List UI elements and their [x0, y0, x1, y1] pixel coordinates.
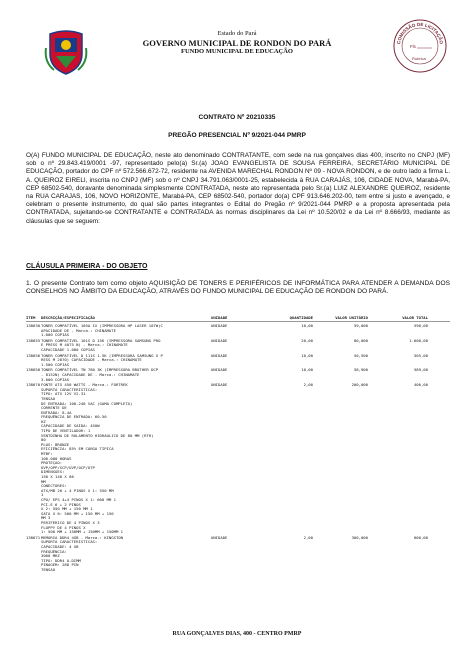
- cell-item: 138670: [26, 382, 41, 388]
- cell-item: 138655: [26, 337, 41, 343]
- description-line: DE ENTRADA: 100-240 VAC (GAMA COMPLETA): [41, 401, 133, 406]
- pregao-title: PREGÃO PRESENCIAL Nº 9/2021-044 PMRP: [168, 132, 306, 139]
- description-line: FREQUÊNCIA DE ENTRADA: 60-50: [41, 415, 107, 420]
- description-line: DIMENSÕES:: [41, 470, 65, 475]
- description-line: PCI-E 6 + 2 PINOS: [41, 502, 81, 507]
- description-line: CPU/ EPS 4+4 PINOS X 1: 600 MM 1: [41, 497, 116, 502]
- description-line: 100.000 HORAS: [41, 456, 72, 461]
- table-row: [26, 339, 450, 353]
- government-name: GOVERNO MUNICIPAL DE RONDON DO PARÁ: [142, 38, 332, 48]
- cell-item: 138630: [26, 323, 41, 328]
- cell-unit: UNIDADE: [211, 534, 228, 540]
- clause-title: CLÁUSULA PRIMEIRA - DO OBJETO: [26, 263, 148, 270]
- description-line: SATA X 6: 500 MM + 150 MM + 150: [41, 511, 114, 516]
- description-line: TENSÃO: [41, 567, 56, 572]
- cell-unit-price: 58,900: [353, 367, 368, 373]
- description-line: VENTOINHA DE ROLAMENTO HIDRÁULICO DE 80 MM (RTH): [41, 433, 154, 438]
- items-table: [26, 316, 450, 573]
- cell-unit: UNIDADE: [211, 323, 228, 328]
- description-line: CONECTORES:: [41, 484, 67, 489]
- contract-title: CONTRATO Nº 20210335: [198, 114, 276, 121]
- table-header: [26, 316, 450, 322]
- description-line: 1: 500 MM + 150MM + 150MM + 150MM 1: [41, 530, 123, 535]
- description-line: TIPO: DDR4 U-DIMM: [41, 558, 81, 563]
- table-row: [26, 368, 450, 382]
- header-quantity: QUANTIDADE: [289, 315, 313, 320]
- cell-item: 138671: [26, 534, 41, 540]
- cell-total: 1.600,00: [409, 337, 428, 343]
- cell-quantity: 20,00: [301, 337, 313, 343]
- header-unit-price: VALOR UNITÁRIO: [335, 315, 368, 320]
- stamp-fls-label: Fls: [410, 44, 416, 49]
- header-description: DESCRIÇÃO/ESPECIFICAÇÃO: [41, 315, 95, 320]
- fund-name: FUNDO MUNICIPAL DE EDUCAÇÃO: [180, 48, 293, 55]
- state-name: Estado do Pará: [217, 30, 257, 37]
- svg-text:COMISSÃO DE LICITAÇÃO: [396, 22, 444, 45]
- cell-total: 590,00: [413, 323, 428, 328]
- description-line: PERIFÉRICO DE 4 PINOS X 3: [41, 520, 100, 525]
- description-line: APACIDADE DE - Marca.: CHINAMATE: [41, 328, 116, 333]
- description-line: TONER COMPATÍVEL 101S D 15K (IMPRESSORA SAMSUNG PRO: [41, 338, 161, 343]
- description-line: RESS M 2070) CAPACIDADE - Marca.: CHINAMATE: [41, 358, 142, 363]
- stamp-rubrica-label: Rubrica: [412, 56, 426, 61]
- description-line: FONTE ATX 450 WATTS - Marca.: FORTREK: [41, 383, 128, 388]
- description-line: 3.000 CÓPIAS: [41, 377, 70, 382]
- description-line: TIPO: ATX 12V V2.31: [41, 392, 86, 397]
- description-line: PINAGEM: 288 PIN: [41, 563, 79, 568]
- page-footer: RUA GONÇALVES DIAS, 400 - CENTRO PMRP: [172, 631, 302, 637]
- description-line: MTBF:: [41, 452, 53, 457]
- description-line: SUPORTA CARACTERÍSTICAS:: [41, 387, 98, 392]
- cell-unit-price: 80,000: [353, 337, 368, 343]
- table-body: [26, 324, 450, 572]
- description-line: PLUS: BRONZE: [41, 442, 70, 447]
- description-line: PROTEÇÃO:: [41, 461, 63, 466]
- table-row: [26, 324, 450, 338]
- description-line: 1.500 CÓPIAS: [41, 362, 70, 367]
- description-line: HZ: [41, 419, 46, 424]
- cell-description: [41, 354, 206, 368]
- table-row: [26, 383, 450, 535]
- description-line: FREQUÊNCIA:: [41, 549, 67, 554]
- cell-description: [41, 368, 206, 382]
- description-line: TIPO DE VENTILADOR: 1: [41, 429, 91, 434]
- cell-item: 138656: [26, 352, 41, 358]
- description-line: ATX/MB 20 + 4 PINOS X 1: 550 MM: [41, 488, 114, 493]
- description-line: 150 X 140 X 86: [41, 475, 74, 479]
- cell-total: 505,00: [413, 352, 428, 358]
- description-line: MM 3: [41, 516, 51, 521]
- cell-total: 400,00: [413, 382, 428, 388]
- cell-unit-price: 50,500: [353, 352, 368, 358]
- header-total: VALOR TOTAL: [402, 315, 428, 320]
- header-unit: UNIDADE: [211, 315, 228, 320]
- description-line: TONER COMPATÍVEL D 111S 1.5K (IMPRESSORA SAMSUNG X P: [41, 353, 163, 358]
- cell-unit-price: 300,000: [351, 534, 368, 540]
- description-line: - 8152N) CAPACIDADE DE - Marca.: CHINAMATE: [41, 372, 140, 377]
- cell-unit-price: 59,000: [353, 323, 368, 328]
- description-line: MM: [41, 479, 46, 484]
- clause-paragraph: 1. O presente Contrato tem como objeto AQUISIÇÃO DE TONERS E PERIFÉRICOS DE INFORMÁTICA PARA ATENDER A DEMANDA DOS CONSELHOS NO ÂMBITO DA EDUCAÇÃO, ATRAVÉS DO FUNDO MUNICIPAL DE EDUCAÇÃO DE RONDON DO PARÁ.: [26, 280, 450, 296]
- cell-quantity: 10,00: [301, 323, 313, 328]
- cell-total: 589,00: [413, 367, 428, 373]
- stamp-top-text: COMISSÃO DE LICITAÇÃO: [396, 21, 444, 45]
- licitacao-stamp: [392, 18, 448, 74]
- description-line: EFICIÊNCIA: 85% EM CARGA TÍPICA: [41, 447, 114, 452]
- description-line: TONER COMPATÍVEL 105A IX (IMPRESSORA HP LASER 107W)C: [41, 324, 163, 328]
- cell-quantity: 10,00: [301, 352, 313, 358]
- cell-item: 138658: [26, 367, 41, 373]
- cell-quantity: 10,00: [301, 367, 313, 373]
- cell-unit: UNIDADE: [211, 352, 228, 358]
- cell-description: [41, 339, 206, 353]
- cell-description: [41, 324, 206, 338]
- description-line: TENSÃO: [41, 396, 56, 401]
- header-item: ITEM: [26, 315, 36, 320]
- description-line: 3000 MHZ: [41, 554, 60, 559]
- cell-unit: UNIDADE: [211, 367, 228, 373]
- cell-description: [41, 383, 206, 535]
- description-line: 80: [41, 438, 46, 443]
- description-line: CAPACIDADE: 4 GB: [41, 544, 79, 549]
- description-line: CORRENTE DE: [41, 406, 67, 411]
- cell-unit: UNIDADE: [211, 337, 228, 343]
- description-line: CAPACIDADE 1.000 CÓPIAS: [41, 347, 95, 352]
- description-line: 1.000 CÓPIAS: [41, 333, 70, 338]
- cell-quantity: 2,00: [303, 534, 313, 540]
- description-line: CAPACIDADE DE SAÍDA: 450W: [41, 424, 100, 429]
- table-row: [26, 536, 450, 573]
- description-line: X 2: 550 MM + 150 MM 1: [41, 507, 93, 512]
- cell-unit-price: 200,000: [351, 382, 368, 388]
- cell-description: [41, 536, 206, 573]
- intro-paragraph: O(A) FUNDO MUNICIPAL DE EDUCAÇÃO, neste ato denominado CONTRATANTE, com sede na rua gonçalves dias 400, inscrito no CNPJ (MF) sob o nº 29.843.419/0001 -97, representado pelo(a) Sr.(a) JOAO EVANGELISTA DE SOUSA FERREIRA, SECRETÁRIO MUNICIPAL DE EDUCAÇÃO, portador do CPF nº 572.566.672-72, residente na AVENIDA MARECHAL RONDON Nº 09 - NOVA RONDON, e de outro lado a firma L. A. QUEIROZ EIRELI, inscrita no CNPJ (MF) sob o nº CNPJ 34.791.063/0001-25, estabelecida à RUA CARAJÁS, 106, CIDADE NOVA, Marabá-PA, CEP 68502-540, doravante denominada simplesmente CONTRATADA, neste ato representada pelo Sr.(a) LUIZ ALEXANDRE QUEIROZ, residente na RUA CARAJAS, 106, NOVO HORIZONTE, Marabá-PA, CEP 68502-540, portador do(a) CPF 913.646.202-00, tem entre si justo e avençado, e celebram o presente instrumento, do qual são partes integrantes o Edital do Pregão nº 9/2021-044 PMRP e a proposta apresentada pela CONTRATADA, sujeitando-se CONTRATANTE e CONTRATADA às normas disciplinares da Lei nº 10.520/02 e da Lei nº 8.666/93, mediante as cláusulas que se seguem:: [26, 152, 450, 225]
- description-line: 1: [41, 493, 44, 498]
- description-line: E PRESS M 4075 N) - Marca.: CHINAMATE: [41, 343, 128, 348]
- cell-unit: UNIDADE: [211, 382, 228, 388]
- description-line: OVP/OPP/SCP/UVP/OCP/OTP: [41, 465, 95, 470]
- description-line: FLOPPY DE 4 PINOS X: [41, 525, 86, 530]
- description-line: ENTRADA: 8-4A: [41, 410, 72, 415]
- description-line: SUPORTA CARACTERÍSTICAS:: [41, 540, 98, 545]
- description-line: TONER COMPATÍVEL TN 780 3K (IMPRESSORA BROTHER DCP: [41, 368, 159, 373]
- cell-total: 600,00: [413, 534, 428, 540]
- description-line: MEMÓRIA DDR4 4GB - Marca.: KINGSTON: [41, 535, 123, 540]
- cell-quantity: 2,00: [303, 382, 313, 388]
- table-row: [26, 354, 450, 368]
